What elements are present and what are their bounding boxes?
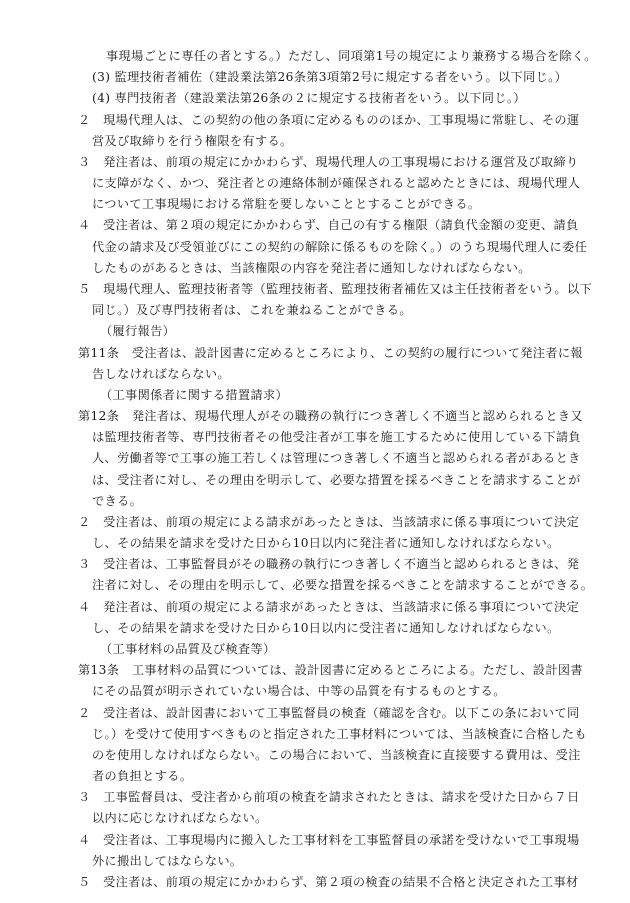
article-12-line: 第12条 発注者は、現場代理人がその職務の執行につき著しく不適当と認められるとき又 <box>78 409 583 424</box>
paragraph-4-line: 代金の請求及び受領並びにこの契約の解除に係るものを除く。）のうち現場代理人に委任 <box>92 239 588 254</box>
article-12-para-3-line: ３ 受注者は、工事監督員がその職務の執行につき著しく不適当と認められるときは、発 <box>78 557 580 572</box>
list-item-3: (3) 監理技術者補佐（建設業法第26条第3項第2号に規定する者をいう。以下同じ。） <box>92 70 568 85</box>
paragraph-2-line: ２ 現場代理人は、この契約の他の条項に定めるもののほか、工事現場に常駐し、その運 <box>78 112 580 127</box>
article-13-para-2-line: 者の負担とする。 <box>92 769 193 784</box>
list-item-4: (4) 専門技術者（建設業法第26条の２に規定する技術者をいう。以下同じ。） <box>92 91 526 106</box>
paragraph-3-line: について工事現場における常駐を要しないこととすることができる。 <box>92 197 481 212</box>
section-heading: （工事材料の品質及び検査等） <box>100 642 276 657</box>
article-13-line: 第13条 工事材料の品質については、設計図書に定めるところによる。ただし、設計図書 <box>78 663 583 678</box>
paragraph-4-line: したものがあるときは、当該権限の内容を発注者に通知しなければならない。 <box>92 260 531 275</box>
article-12-para-2-line: ２ 受注者は、前項の規定による請求があったときは、当該請求に係る事項について決定 <box>78 514 580 529</box>
text-line: 事現場ごとに専任の者とする。）ただし、同項第1号の規定により兼務する場合を除く。 <box>106 49 597 63</box>
article-13-para-2-line: じ。）を受けて使用すべきものと指定された工事材料については、当該検査に合格したも <box>92 726 587 741</box>
article-12-para-4-line: ４ 発注者は、前項の規定による請求があったときは、当該請求に係る事項について決定 <box>78 599 580 614</box>
article-12-para-3-line: 注者に対し、その理由を明示して、必要な措置を採るべきことを請求することができる。 <box>92 578 594 593</box>
article-12-para-4-line: し、その結果を請求を受けた日から10日以内に受注者に通知しなければならない。 <box>92 620 560 635</box>
article-12-line: は監理技術者等、専門技術者その他受注者が工事を施工するために使用している下請負 <box>92 430 581 445</box>
article-13-para-3-line: ３ 工事監督員は、受注者から前項の検査を請求されたときは、請求を受けた日から７日 <box>78 790 580 805</box>
paragraph-5-line: 同じ。）及び専門技術者は、これを兼ねることができる。 <box>92 303 412 318</box>
paragraph-5-line: ５ 現場代理人、監理技術者等（監理技術者、監理技術者補佐又は主任技術者をいう。以下 <box>78 281 593 296</box>
article-13-para-4-line: ４ 受注者は、工事現場内に搬入した工事材料を工事監督員の承諾を受けないで工事現場 <box>78 832 580 847</box>
paragraph-3-line: に支障がなく、かつ、発注者との連絡体制が確保されると認めたときには、現場代理人 <box>92 176 581 191</box>
section-heading: （履行報告） <box>100 324 176 339</box>
section-heading: （工事関係者に関する措置請求） <box>100 387 289 402</box>
article-13-line: にその品質が明示されていない場合は、中等の品質を有するものとする。 <box>92 684 506 699</box>
article-12-line: 人、労働者等で工事の施工若しくは管理につき著しく不適当と認められる者があるとき <box>92 451 581 466</box>
paragraph-4-line: ４ 受注者は、第２項の規定にかかわらず、自己の有する権限（請負代金額の変更、請負 <box>78 218 579 233</box>
article-11-line: 第11条 受注者は、設計図書に定めるところにより、この契約の履行について発注者に報 <box>78 345 583 360</box>
article-12-line: できる。 <box>92 493 143 508</box>
article-13-para-4-line: 外に搬出してはならない。 <box>92 853 243 868</box>
article-11-line: 告しなければならない。 <box>92 366 230 381</box>
article-12-para-2-line: し、その結果を請求を受けた日から10日以内に発注者に通知しなければならない。 <box>92 536 560 551</box>
article-13-para-3-line: 以内に応じなければならない。 <box>92 811 268 826</box>
article-13-para-2-line: のを使用しなければならない。この場合において、当該検査に直接要する費用は、受注 <box>92 747 581 762</box>
article-13-para-5-line: ５ 受注者は、前項の規定にかかわらず、第２項の検査の結果不合格と決定された工事材 <box>78 875 579 889</box>
paragraph-3-line: ３ 発注者は、前項の規定にかかわらず、現場代理人の工事現場における運営及び取締り <box>78 154 579 169</box>
paragraph-2-line: 営及び取締りを行う権限を有する。 <box>92 133 293 148</box>
article-13-para-2-line: ２ 受注者は、設計図書において工事監督員の検査（確認を含む。以下この条において同 <box>78 705 580 720</box>
article-12-line: は、受注者に対し、その理由を明示して、必要な措置を採るべきことを請求することが <box>92 472 581 487</box>
